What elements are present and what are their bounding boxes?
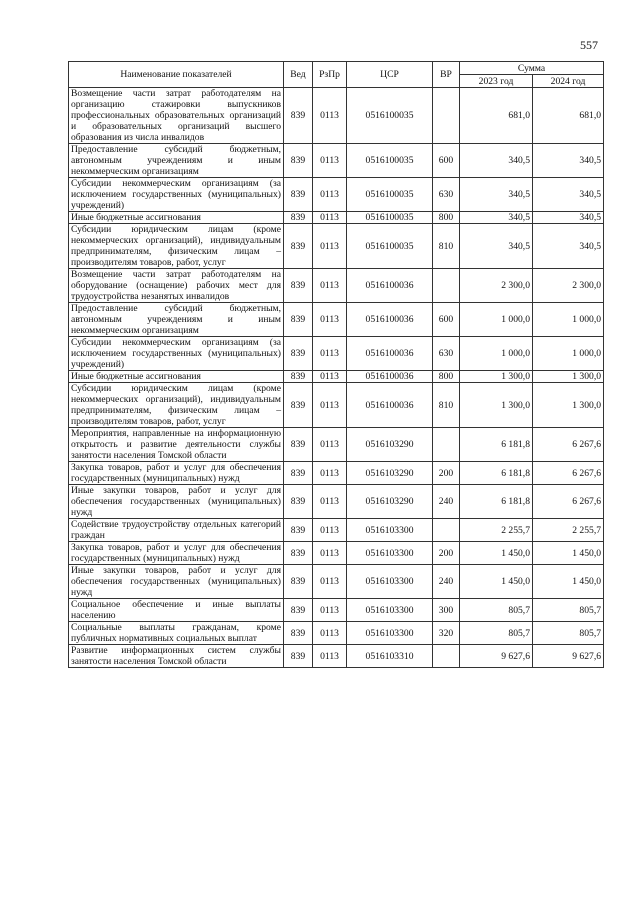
header-vr: ВР [433, 62, 460, 88]
cell-sum-2024: 1 000,0 [533, 303, 604, 337]
cell-sum-2024: 1 300,0 [533, 371, 604, 383]
table-row [69, 462, 604, 485]
table-row [69, 599, 604, 622]
cell-sum-2023: 1 450,0 [460, 542, 533, 565]
cell-sum-2023: 2 300,0 [460, 269, 533, 303]
cell-sum-2023: 1 300,0 [460, 371, 533, 383]
cell-name: Возмещение части затрат работодателям на организацию стажировки выпускников профессиональных образовательных организаций и образовательных организаций высшего образования из числа инвалидов [69, 88, 284, 144]
cell-sum-2024: 1 450,0 [533, 565, 604, 599]
cell-sum-2023: 340,5 [460, 178, 533, 212]
cell-vr: 630 [433, 337, 460, 371]
table-row [69, 144, 604, 178]
cell-rzpr: 0113 [313, 645, 347, 668]
cell-rzpr: 0113 [313, 599, 347, 622]
cell-rzpr: 0113 [313, 428, 347, 462]
cell-name: Возмещение части затрат работодателям на оборудование (оснащение) рабочих мест для трудоустройства незанятых инвалидов [69, 269, 284, 303]
cell-ved: 839 [284, 178, 313, 212]
page-number: 557 [580, 38, 598, 52]
budget-table [68, 61, 604, 668]
header-year-2023: 2023 год [460, 75, 533, 88]
cell-vr: 240 [433, 485, 460, 519]
cell-sum-2024: 6 267,6 [533, 428, 604, 462]
cell-name: Субсидии некоммерческим организациям (за исключением государственных (муниципальных) учреждений) [69, 178, 284, 212]
cell-ved: 839 [284, 599, 313, 622]
cell-name: Иные бюджетные ассигнования [69, 371, 284, 383]
table-row [69, 383, 604, 428]
cell-csr: 0516103300 [347, 622, 433, 645]
table-row [69, 371, 604, 383]
cell-csr: 0516100035 [347, 212, 433, 224]
table-row [69, 565, 604, 599]
cell-ved: 839 [284, 519, 313, 542]
table-row [69, 645, 604, 668]
cell-name: Закупка товаров, работ и услуг для обеспечения государственных (муниципальных) нужд [69, 542, 284, 565]
cell-ved: 839 [284, 542, 313, 565]
cell-sum-2024: 1 000,0 [533, 337, 604, 371]
header-csr: ЦСР [347, 62, 433, 88]
cell-name: Развитие информационных систем службы занятости населения Томской области [69, 645, 284, 668]
cell-name: Субсидии некоммерческим организациям (за исключением государственных (муниципальных) учреждений) [69, 337, 284, 371]
table-row [69, 88, 604, 144]
cell-vr [433, 88, 460, 144]
cell-sum-2023: 1 300,0 [460, 383, 533, 428]
cell-rzpr: 0113 [313, 337, 347, 371]
cell-ved: 839 [284, 88, 313, 144]
cell-sum-2023: 6 181,8 [460, 462, 533, 485]
cell-sum-2024: 1 300,0 [533, 383, 604, 428]
table-body [69, 88, 604, 668]
cell-vr: 200 [433, 462, 460, 485]
cell-sum-2024: 805,7 [533, 599, 604, 622]
cell-sum-2024: 6 267,6 [533, 462, 604, 485]
table-row [69, 542, 604, 565]
cell-sum-2023: 681,0 [460, 88, 533, 144]
cell-csr: 0516100036 [347, 303, 433, 337]
cell-csr: 0516103300 [347, 542, 433, 565]
cell-name: Социальные выплаты гражданам, кроме публичных нормативных социальных выплат [69, 622, 284, 645]
header-year-2024: 2024 год [533, 75, 604, 88]
cell-vr: 810 [433, 224, 460, 269]
cell-name: Предоставление субсидий бюджетным, автономным учреждениям и иным некоммерческим организациям [69, 303, 284, 337]
cell-name: Субсидии юридическим лицам (кроме некоммерческих организаций), индивидуальным предпринимателям, физическим лицам – производителям товаров, работ, услуг [69, 224, 284, 269]
cell-sum-2024: 340,5 [533, 224, 604, 269]
header-name: Наименование показателей [69, 62, 284, 88]
cell-sum-2023: 2 255,7 [460, 519, 533, 542]
cell-sum-2024: 340,5 [533, 212, 604, 224]
cell-ved: 839 [284, 622, 313, 645]
cell-ved: 839 [284, 645, 313, 668]
cell-vr [433, 519, 460, 542]
cell-csr: 0516103310 [347, 645, 433, 668]
cell-ved: 839 [284, 485, 313, 519]
table-row [69, 337, 604, 371]
cell-csr: 0516100035 [347, 224, 433, 269]
cell-csr: 0516103290 [347, 485, 433, 519]
cell-vr [433, 645, 460, 668]
cell-rzpr: 0113 [313, 371, 347, 383]
cell-csr: 0516100036 [347, 337, 433, 371]
cell-csr: 0516100035 [347, 144, 433, 178]
cell-ved: 839 [284, 212, 313, 224]
cell-ved: 839 [284, 224, 313, 269]
cell-csr: 0516103290 [347, 428, 433, 462]
cell-vr: 810 [433, 383, 460, 428]
cell-name: Иные закупки товаров, работ и услуг для обеспечения государственных (муниципальных) нужд [69, 565, 284, 599]
cell-sum-2023: 340,5 [460, 212, 533, 224]
cell-name: Социальное обеспечение и иные выплаты населению [69, 599, 284, 622]
cell-rzpr: 0113 [313, 178, 347, 212]
cell-name: Иные закупки товаров, работ и услуг для обеспечения государственных (муниципальных) нужд [69, 485, 284, 519]
cell-sum-2023: 805,7 [460, 622, 533, 645]
cell-sum-2023: 1 000,0 [460, 337, 533, 371]
cell-csr: 0516100036 [347, 269, 433, 303]
cell-csr: 0516100036 [347, 371, 433, 383]
cell-rzpr: 0113 [313, 542, 347, 565]
header-ved: Вед [284, 62, 313, 88]
cell-vr: 320 [433, 622, 460, 645]
cell-vr: 300 [433, 599, 460, 622]
header-row [69, 62, 604, 75]
cell-vr: 800 [433, 371, 460, 383]
cell-rzpr: 0113 [313, 565, 347, 599]
cell-sum-2023: 805,7 [460, 599, 533, 622]
cell-vr [433, 428, 460, 462]
cell-name: Мероприятия, направленные на информационную открытость и развитие деятельности службы занятости населения Томской области [69, 428, 284, 462]
cell-csr: 0516103300 [347, 565, 433, 599]
cell-sum-2024: 2 300,0 [533, 269, 604, 303]
cell-ved: 839 [284, 565, 313, 599]
cell-vr: 200 [433, 542, 460, 565]
table-row [69, 212, 604, 224]
cell-ved: 839 [284, 462, 313, 485]
cell-csr: 0516103300 [347, 519, 433, 542]
cell-rzpr: 0113 [313, 462, 347, 485]
cell-ved: 839 [284, 303, 313, 337]
table-row [69, 303, 604, 337]
table-row [69, 178, 604, 212]
cell-rzpr: 0113 [313, 622, 347, 645]
cell-ved: 839 [284, 337, 313, 371]
cell-sum-2023: 1 000,0 [460, 303, 533, 337]
cell-sum-2024: 6 267,6 [533, 485, 604, 519]
cell-rzpr: 0113 [313, 383, 347, 428]
table-row [69, 269, 604, 303]
cell-sum-2023: 6 181,8 [460, 485, 533, 519]
cell-vr: 600 [433, 303, 460, 337]
cell-ved: 839 [284, 269, 313, 303]
cell-sum-2024: 9 627,6 [533, 645, 604, 668]
cell-csr: 0516103300 [347, 599, 433, 622]
cell-vr: 600 [433, 144, 460, 178]
cell-rzpr: 0113 [313, 224, 347, 269]
cell-ved: 839 [284, 371, 313, 383]
cell-ved: 839 [284, 428, 313, 462]
cell-sum-2024: 681,0 [533, 88, 604, 144]
cell-sum-2023: 9 627,6 [460, 645, 533, 668]
cell-ved: 839 [284, 383, 313, 428]
cell-rzpr: 0113 [313, 212, 347, 224]
table-row [69, 428, 604, 462]
cell-sum-2023: 340,5 [460, 224, 533, 269]
table-row [69, 622, 604, 645]
cell-rzpr: 0113 [313, 303, 347, 337]
cell-name: Закупка товаров, работ и услуг для обеспечения государственных (муниципальных) нужд [69, 462, 284, 485]
cell-sum-2024: 2 255,7 [533, 519, 604, 542]
header-rzpr: РзПр [313, 62, 347, 88]
cell-rzpr: 0113 [313, 519, 347, 542]
table-row [69, 519, 604, 542]
cell-rzpr: 0113 [313, 144, 347, 178]
cell-ved: 839 [284, 144, 313, 178]
cell-rzpr: 0113 [313, 88, 347, 144]
cell-vr: 800 [433, 212, 460, 224]
cell-name: Иные бюджетные ассигнования [69, 212, 284, 224]
cell-csr: 0516103290 [347, 462, 433, 485]
cell-sum-2024: 805,7 [533, 622, 604, 645]
cell-rzpr: 0113 [313, 269, 347, 303]
cell-csr: 0516100035 [347, 88, 433, 144]
header-sum: Сумма [460, 62, 604, 75]
cell-rzpr: 0113 [313, 485, 347, 519]
cell-sum-2023: 1 450,0 [460, 565, 533, 599]
table-row [69, 485, 604, 519]
cell-vr: 240 [433, 565, 460, 599]
cell-name: Предоставление субсидий бюджетным, автономным учреждениям и иным некоммерческим организациям [69, 144, 284, 178]
cell-sum-2024: 340,5 [533, 144, 604, 178]
table-row [69, 224, 604, 269]
cell-csr: 0516100036 [347, 383, 433, 428]
cell-sum-2024: 340,5 [533, 178, 604, 212]
cell-sum-2024: 1 450,0 [533, 542, 604, 565]
cell-sum-2023: 340,5 [460, 144, 533, 178]
cell-sum-2023: 6 181,8 [460, 428, 533, 462]
cell-vr: 630 [433, 178, 460, 212]
cell-name: Субсидии юридическим лицам (кроме некоммерческих организаций), индивидуальным предпринимателям, физическим лицам – производителям товаров, работ, услуг [69, 383, 284, 428]
cell-name: Содействие трудоустройству отдельных категорий граждан [69, 519, 284, 542]
cell-csr: 0516100035 [347, 178, 433, 212]
cell-vr [433, 269, 460, 303]
